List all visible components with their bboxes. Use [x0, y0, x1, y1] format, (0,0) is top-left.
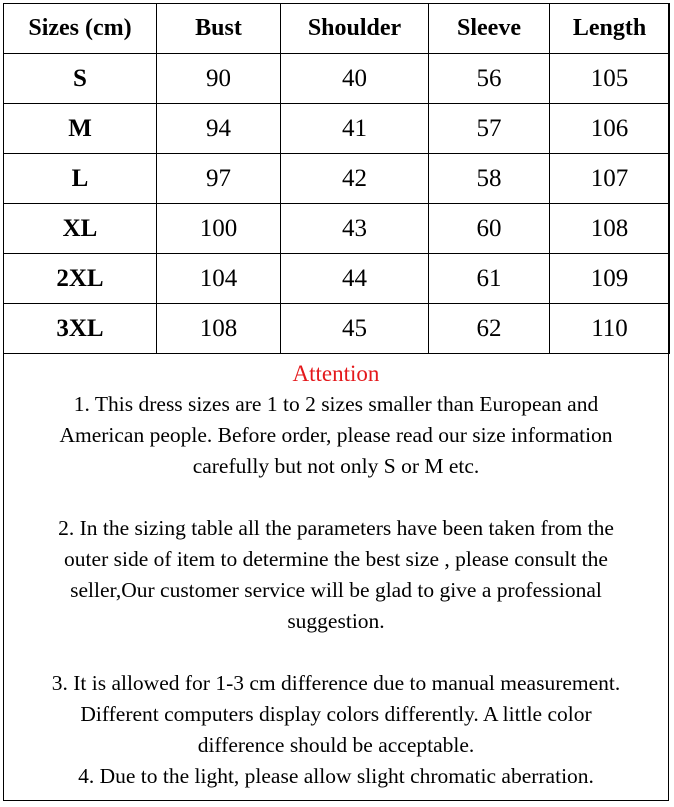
- shoulder-cell: 41: [281, 104, 429, 154]
- note-line: outer side of item to determine the best size , please consult the: [64, 547, 608, 571]
- table-row: [4, 254, 670, 304]
- size-cell: L: [4, 154, 157, 204]
- table-header-row: [4, 4, 670, 54]
- header-sizes: Sizes (cm): [4, 4, 157, 54]
- note-line: difference should be acceptable.: [197, 733, 475, 757]
- shoulder-cell: 40: [281, 54, 429, 104]
- shoulder-cell: 45: [281, 304, 429, 354]
- shoulder-cell: 43: [281, 204, 429, 254]
- length-cell: 107: [550, 154, 670, 204]
- shoulder-cell: 44: [281, 254, 429, 304]
- attention-title: Attention: [292, 361, 380, 386]
- table-row: [4, 204, 670, 254]
- shoulder-cell: 42: [281, 154, 429, 204]
- length-cell: 110: [550, 304, 670, 354]
- note-line: 1. This dress sizes are 1 to 2 sizes smaller than European and: [73, 392, 599, 416]
- header-sleeve: Sleeve: [429, 4, 550, 54]
- size-cell: XL: [4, 204, 157, 254]
- bust-cell: 100: [157, 204, 281, 254]
- sleeve-cell: 58: [429, 154, 550, 204]
- table-row: [4, 304, 670, 354]
- sleeve-cell: 60: [429, 204, 550, 254]
- note-line: suggestion.: [287, 609, 385, 633]
- length-cell: 105: [550, 54, 670, 104]
- header-bust: Bust: [157, 4, 281, 54]
- bust-cell: 104: [157, 254, 281, 304]
- attention-notes: [4, 354, 668, 792]
- note-line: 2. In the sizing table all the parameters have been taken from the: [58, 516, 614, 540]
- sleeve-cell: 62: [429, 304, 550, 354]
- header-shoulder: Shoulder: [281, 4, 429, 54]
- note-line: American people. Before order, please read our size information: [59, 423, 613, 447]
- table-row: [4, 54, 670, 104]
- size-cell: S: [4, 54, 157, 104]
- size-cell: 2XL: [4, 254, 157, 304]
- note-line: 3. It is allowed for 1-3 cm difference due to manual measurement.: [51, 671, 621, 695]
- spacer: [10, 637, 662, 668]
- size-chart-sheet: [3, 3, 669, 801]
- note-line: carefully but not only S or M etc.: [192, 454, 480, 478]
- bust-cell: 108: [157, 304, 281, 354]
- note-line: seller,Our customer service will be glad to give a professional: [70, 578, 602, 602]
- table-row: [4, 154, 670, 204]
- sleeve-cell: 57: [429, 104, 550, 154]
- spacer: [10, 482, 662, 513]
- note-line: 4. Due to the light, please allow slight chromatic aberration.: [78, 764, 594, 788]
- length-cell: 108: [550, 204, 670, 254]
- length-cell: 106: [550, 104, 670, 154]
- length-cell: 109: [550, 254, 670, 304]
- header-length: Length: [550, 4, 670, 54]
- size-cell: 3XL: [4, 304, 157, 354]
- size-table: [3, 3, 670, 354]
- sleeve-cell: 61: [429, 254, 550, 304]
- bust-cell: 94: [157, 104, 281, 154]
- table-row: [4, 104, 670, 154]
- size-cell: M: [4, 104, 157, 154]
- bust-cell: 90: [157, 54, 281, 104]
- bust-cell: 97: [157, 154, 281, 204]
- note-line: Different computers display colors differently. A little color: [80, 702, 592, 726]
- sleeve-cell: 56: [429, 54, 550, 104]
